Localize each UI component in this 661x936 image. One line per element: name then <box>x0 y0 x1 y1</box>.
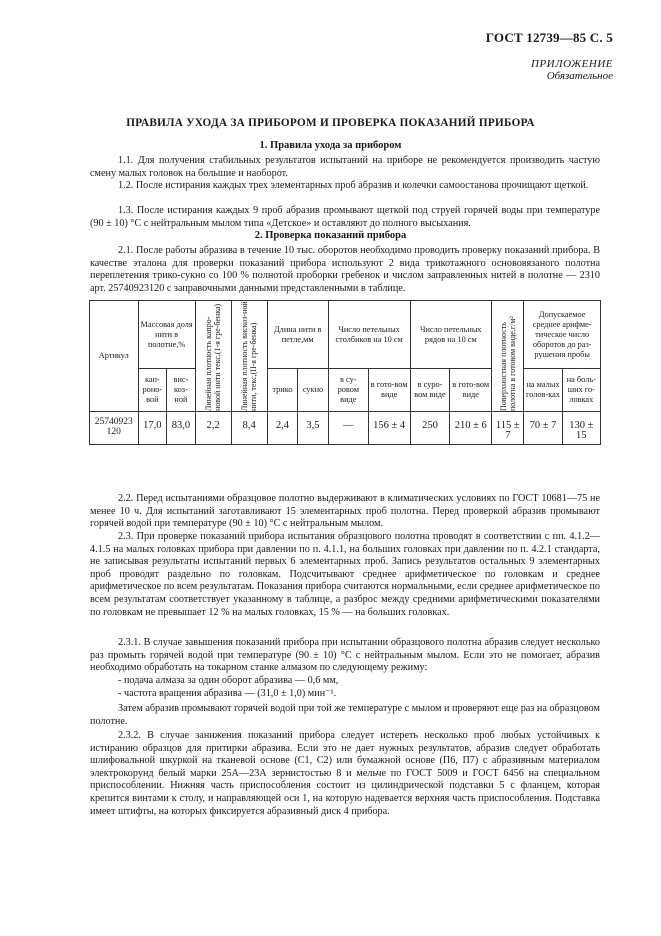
td-kapron: 17,0 <box>138 412 167 445</box>
table-header-row <box>90 301 601 369</box>
paragraph-1-3: 1.3. После истирания каждых 9 проб абразив промывают щеткой под струей горячей воды при температуре (90 ± 10) °С с нейтральным мылом типа «Детское» и оставляют до полного высыхания. <box>90 205 600 229</box>
section1-heading: 1. Правила ухода за прибором <box>259 140 402 151</box>
th-avg: Допускаемое среднее арифме-тическое число оборотов до раз-рушения пробы <box>524 301 601 369</box>
th-lin-kapron: Линейная плотность капро-новой нити текс,(1-я гре-бенка) <box>195 301 231 412</box>
paragraph-2-2: 2.2. Перед испытаниями образцовое полотно выдерживают в климатических условиях по ГОСТ 10681—75 не менее 10 ч. Для испытаний заготавливают 15 элементарных проб полотна. Перед проверкой абразив промывают горячей водой при температуре (90 ± 10) °С с нейтральным мылом. <box>90 493 600 530</box>
th-courses: Число петельных рядов на 10 см <box>410 301 492 369</box>
paragraph-2-3-2: 2.3.2. В случае занижения показаний прибора следует истереть несколько проб любых устойчивых к истиранию образцов для притирки абразива. Если это не дает нужных результатов, абразив следует обработать шлифовальной шкуркой на тканевой основе (С1, С2) или бумажной основе (П6, П7) с абразивным материалом электрокорунд белый марки 25А—23А зернистостью 8 и мельче по ГОСТ 5009 и ГОСТ 6456 на специальном приспособлении. Нижняя часть приспособления состоит из цилиндрической подставки 5 с фланцем, которая крепится винтами к столу, и направляющей оси 1, на которую надевается верхняя часть приспособления. Подставка имеет штифты, на которых фиксируется абразивный диск 4 прибора. <box>90 730 600 817</box>
td-wales-raw: — <box>328 412 368 445</box>
dash-item-1: - подача алмаза за один оборот абразива — 0,6 мм, <box>118 675 339 686</box>
td-viscose: 83,0 <box>167 412 196 445</box>
td-avg-large: 130 ± 15 <box>562 412 600 445</box>
th-wales-fin: в гото-вом виде <box>368 369 410 412</box>
th-mass-viscose: вис-коз-ной <box>167 369 196 412</box>
paragraph-1-2: 1.2. После истирания каждых трех элементарных проб абразив и колечки самоостанова прочищают щеткой. <box>118 180 589 191</box>
paragraph-2-3: 2.3. При проверке показаний прибора испытания образцового полотна проводят в соответствии с пп. 4.1.2—4.1.5 на малых головках прибора при давлении по п. 4.1.1, на больших головках при давлении по п. 4.2.1 стандарта, не записывая результаты испытаний первых 6 элементарных проб. Запись результатов остальных 9 элементарных проб проводят раздельно по головкам. Подсчитывают среднее арифметическое по головкам и среднее арифметическое по всем результатам. Показания прибора считаются нормальными, если среднее арифметическое по всем результатам соответствует указанному в таблице, а разброс между средними арифметическими показателями по головкам не превышает 12 % на малых головках, 15 % — на больших головках. <box>90 531 600 618</box>
table-row <box>90 412 601 445</box>
th-avg-small: на малых голов-ках <box>524 369 562 412</box>
td-len-sukno: 3,5 <box>298 412 329 445</box>
th-avg-large: на боль-ших го-ловках <box>562 369 600 412</box>
td-article: 25740923 120 <box>90 412 139 445</box>
dash-item-2: - частота вращения абразива — (31,0 ± 1,0) мин⁻¹. <box>118 688 337 699</box>
td-avg-small: 70 ± 7 <box>524 412 562 445</box>
td-density: 115 ± 7 <box>492 412 524 445</box>
th-article: Артикул <box>90 301 139 412</box>
section2-heading: 2. Проверка показаний прибора <box>254 230 407 241</box>
td-wales-fin: 156 ± 4 <box>368 412 410 445</box>
th-len-triko: трико <box>267 369 298 412</box>
paragraph-2-3-1b: Затем абразив промывают горячей водой при той же температуре с мылом и проверяют еще раз на образцовом полотне. <box>90 703 600 727</box>
th-wales-raw: в су-ровом виде <box>328 369 368 412</box>
th-mass-kapron: кап-роно-вой <box>138 369 167 412</box>
appendix-status: Обязательное <box>546 70 613 82</box>
td-len-triko: 2,4 <box>267 412 298 445</box>
paragraph-1-1: 1.1. Для получения стабильных результатов испытаний на приборе не рекомендуется производить частую смену малых головок на большие и наоборот. <box>90 155 600 179</box>
table-subheader-row <box>90 369 601 412</box>
specimen-table <box>89 300 601 445</box>
th-courses-fin: в гото-вом виде <box>450 369 492 412</box>
td-lin-kapron: 2,2 <box>195 412 231 445</box>
td-lin-viscose: 8,4 <box>231 412 267 445</box>
paragraph-2-1: 2.1. После работы абразива в течение 10 тыс. оборотов необходимо проводить проверку показаний прибора. В качестве эталона для проверки показаний прибора используют 2 вида трикотажного основовязаного полотна переплетения трико-сукно со 100 % полнотой проборки гребенок и числом заправленных нитей в полотне — 2310 арт. 25740923120 с заправочными данными представленными в таблице. <box>90 245 600 294</box>
th-mass: Массовая доля нити в полотне,% <box>138 301 195 369</box>
page-header: ГОСТ 12739—85 С. 5 <box>485 30 613 45</box>
th-density: Поверхностная плотность полотна в готовом виде,г/м² <box>492 301 524 412</box>
th-len-sukno: сукно <box>298 369 329 412</box>
th-length: Длина нити в петле,мм <box>267 301 328 369</box>
th-courses-raw: в суро-вом виде <box>410 369 450 412</box>
th-wales: Число петельных столбиков на 10 см <box>328 301 410 369</box>
td-courses-raw: 250 <box>410 412 450 445</box>
paragraph-2-3-1: 2.3.1. В случае завышения показаний прибора при испытании образцового полотна абразив следует несколько раз промыть горячей водой при температуре (90 ± 10) °С с нейтральным мылом. Если это не помогает, абразив необходимо обработать на токарном станке алмазом по следующему режиму: <box>90 637 600 674</box>
appendix-label: ПРИЛОЖЕНИЕ <box>531 58 613 70</box>
td-courses-fin: 210 ± 6 <box>450 412 492 445</box>
document-title: ПРАВИЛА УХОДА ЗА ПРИБОРОМ И ПРОВЕРКА ПОКАЗАНИЙ ПРИБОРА <box>126 117 535 129</box>
th-lin-viscose: Линейная плотность вискоз-ной нити, текс,(II-я гре-бенка) <box>231 301 267 412</box>
